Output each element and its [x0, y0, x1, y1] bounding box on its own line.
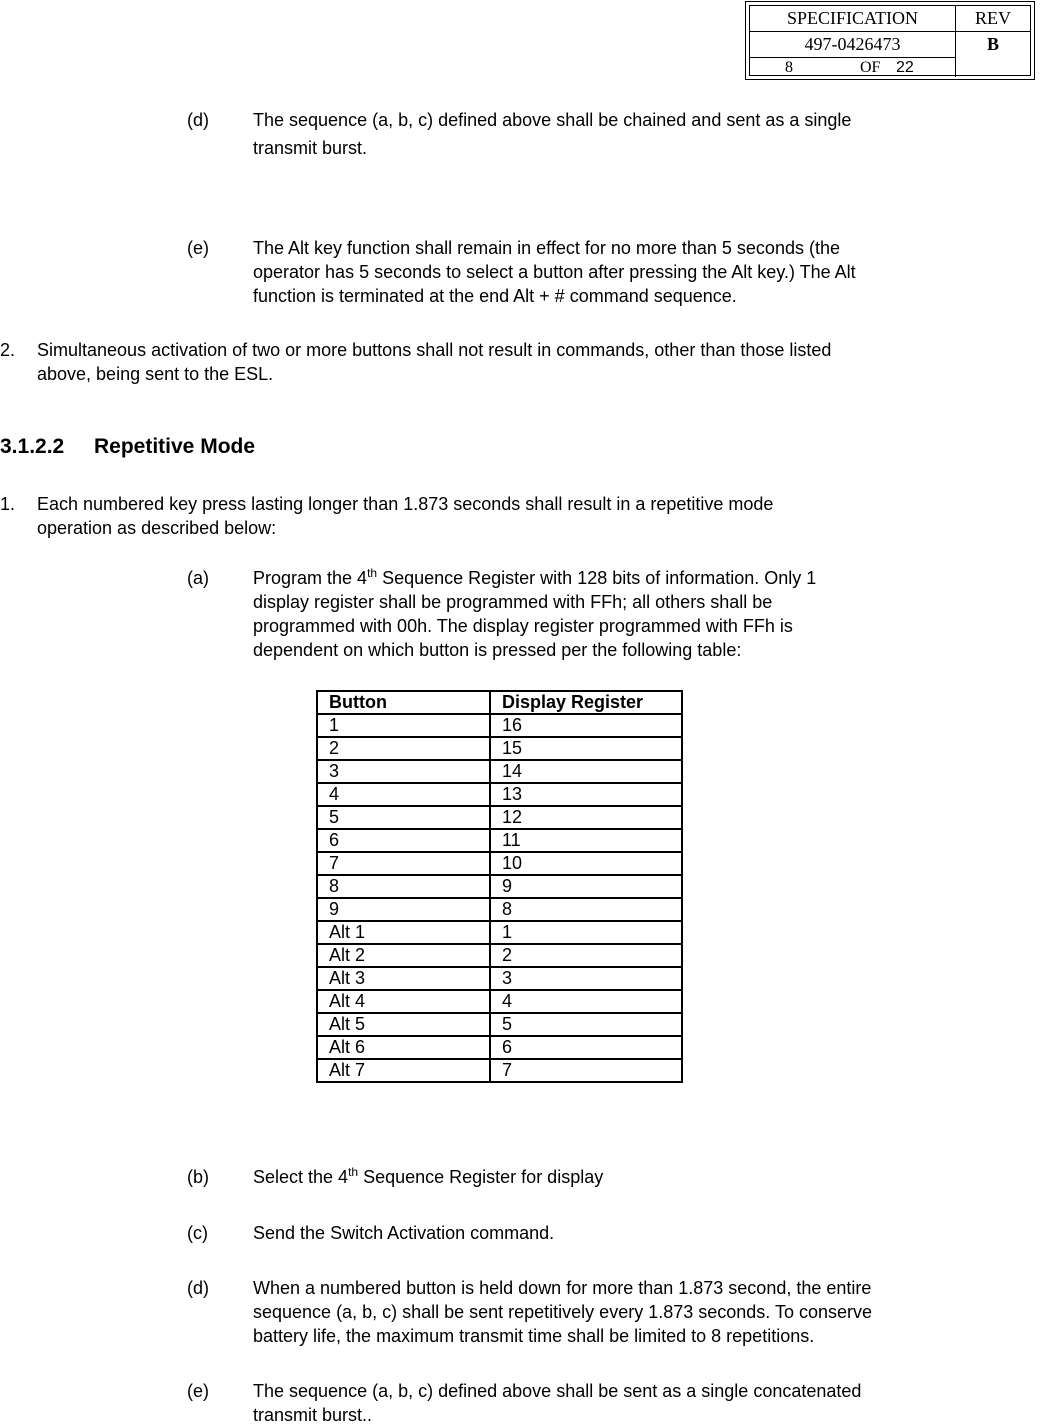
- item-d2-line: battery life, the maximum transmit time shall be limited to 8 repetitions.: [253, 1326, 815, 1346]
- table-header-row: [317, 691, 682, 714]
- item-d2-label: (d): [187, 1278, 209, 1298]
- item-c-label: (c): [187, 1223, 208, 1243]
- section-title: Repetitive Mode: [94, 435, 256, 458]
- item-e2-text: [253, 1379, 1013, 1427]
- spec-header-inner: [749, 5, 1031, 76]
- item-e-line: operator has 5 seconds to select a button after pressing the Alt key.) The Alt: [253, 262, 856, 282]
- item-d-label: (d): [187, 110, 209, 130]
- display-register-cell: 2: [490, 944, 682, 967]
- button-cell: 2: [317, 737, 490, 760]
- display-register-cell: 11: [490, 829, 682, 852]
- item-e-line: function is terminated at the end Alt + # command sequence.: [253, 286, 737, 306]
- item-a-sup: th: [367, 566, 378, 580]
- of-label: OF: [860, 59, 881, 76]
- item-d-line: The sequence (a, b, c) defined above shall be chained and sent as a single: [253, 110, 852, 130]
- button-cell: 8: [317, 875, 490, 898]
- table-row: [317, 1036, 682, 1059]
- table-row: [317, 990, 682, 1013]
- display-register-cell: 7: [490, 1059, 682, 1082]
- spec-header: [745, 1, 1035, 80]
- table-row: [317, 806, 682, 829]
- display-register-cell: 14: [490, 760, 682, 783]
- register-table: [316, 690, 683, 1083]
- item-1-line: operation as described below:: [37, 518, 277, 538]
- item-e2-line: transmit burst..: [253, 1405, 373, 1425]
- button-cell: 4: [317, 783, 490, 806]
- item-a-line: dependent on which button is pressed per the following table:: [253, 640, 742, 660]
- item-1-text: [37, 492, 937, 540]
- item-d2-line: When a numbered button is held down for more than 1.873 second, the entire: [253, 1278, 872, 1298]
- page-number: 8: [785, 59, 793, 76]
- table-row: [317, 737, 682, 760]
- button-cell: Alt 3: [317, 967, 490, 990]
- display-register-cell: 3: [490, 967, 682, 990]
- button-cell: 5: [317, 806, 490, 829]
- column-header: Display Register: [490, 691, 682, 714]
- button-cell: 6: [317, 829, 490, 852]
- item-a-label: (a): [187, 568, 209, 588]
- table-row: [317, 875, 682, 898]
- button-cell: Alt 7: [317, 1059, 490, 1082]
- display-register-cell: 15: [490, 737, 682, 760]
- page-total: 22: [896, 59, 914, 76]
- button-cell: 1: [317, 714, 490, 737]
- item-2-label: 2.: [0, 340, 16, 360]
- button-cell: Alt 4: [317, 990, 490, 1013]
- item-2-line: above, being sent to the ESL.: [37, 364, 274, 384]
- item-d2-line: sequence (a, b, c) shall be sent repetitively every 1.873 seconds. To conserve: [253, 1302, 873, 1322]
- button-cell: 9: [317, 898, 490, 921]
- table-row: [317, 898, 682, 921]
- table-row: [317, 714, 682, 737]
- item-b-text-pre: Select the 4: [253, 1167, 349, 1187]
- table-row: [317, 760, 682, 783]
- item-2-text: [37, 338, 1027, 386]
- button-cell: Alt 1: [317, 921, 490, 944]
- display-register-cell: 6: [490, 1036, 682, 1059]
- button-cell: Alt 6: [317, 1036, 490, 1059]
- item-b-text: [253, 1165, 953, 1189]
- doc-number: 497-0426473: [750, 32, 956, 58]
- table-row: [317, 1059, 682, 1082]
- item-e-text: [253, 236, 1013, 308]
- display-register-cell: 5: [490, 1013, 682, 1036]
- item-2-line: Simultaneous activation of two or more buttons shall not result in commands, other than those listed: [37, 340, 832, 360]
- item-e2-line: The sequence (a, b, c) defined above shall be sent as a single concatenated: [253, 1381, 862, 1401]
- display-register-cell: 10: [490, 852, 682, 875]
- item-e-label: (e): [187, 238, 209, 258]
- item-a-line: [253, 566, 953, 590]
- rev-label: REV: [956, 6, 1030, 32]
- item-d2-text: [253, 1276, 1023, 1348]
- display-register-cell: 8: [490, 898, 682, 921]
- item-d-line: transmit burst.: [253, 138, 368, 158]
- item-a-text-post: Sequence Register with 128 bits of information. Only 1: [377, 568, 817, 588]
- spec-label: SPECIFICATION: [750, 6, 956, 32]
- table-row: [317, 944, 682, 967]
- item-e2-label: (e): [187, 1381, 209, 1401]
- item-b-text-post: Sequence Register for display: [358, 1167, 604, 1187]
- display-register-cell: 4: [490, 990, 682, 1013]
- button-cell: 7: [317, 852, 490, 875]
- page-indicator: [750, 58, 956, 77]
- item-b-sup: th: [348, 1165, 359, 1179]
- table-row: [317, 1013, 682, 1036]
- rev-value: B: [986, 34, 999, 54]
- item-a-line: programmed with 00h. The display register programmed with FFh is: [253, 616, 793, 636]
- item-1-line: Each numbered key press lasting longer than 1.873 seconds shall result in a repetitive mode: [37, 494, 774, 514]
- table-body: [317, 714, 682, 1082]
- item-a-text-pre: Program the 4: [253, 568, 368, 588]
- item-d-text: [253, 108, 993, 160]
- column-header: Button: [317, 691, 490, 714]
- button-cell: Alt 2: [317, 944, 490, 967]
- item-a-line: display register shall be programmed with FFh; all others shall be: [253, 592, 773, 612]
- item-e-line: The Alt key function shall remain in effect for no more than 5 seconds (the: [253, 238, 840, 258]
- table-row: [317, 921, 682, 944]
- display-register-cell: 1: [490, 921, 682, 944]
- item-c-text: Send the Switch Activation command.: [253, 1223, 555, 1243]
- table-row: [317, 829, 682, 852]
- item-b-label: (b): [187, 1167, 209, 1187]
- table-row: [317, 783, 682, 806]
- button-cell: 3: [317, 760, 490, 783]
- item-1-label: 1.: [0, 494, 16, 514]
- display-register-cell: 16: [490, 714, 682, 737]
- display-register-cell: 12: [490, 806, 682, 829]
- display-register-cell: 9: [490, 875, 682, 898]
- table-row: [317, 967, 682, 990]
- item-a-text: [253, 566, 953, 662]
- section-number: 3.1.2.2: [0, 435, 65, 458]
- display-register-cell: 13: [490, 783, 682, 806]
- button-cell: Alt 5: [317, 1013, 490, 1036]
- table-row: [317, 852, 682, 875]
